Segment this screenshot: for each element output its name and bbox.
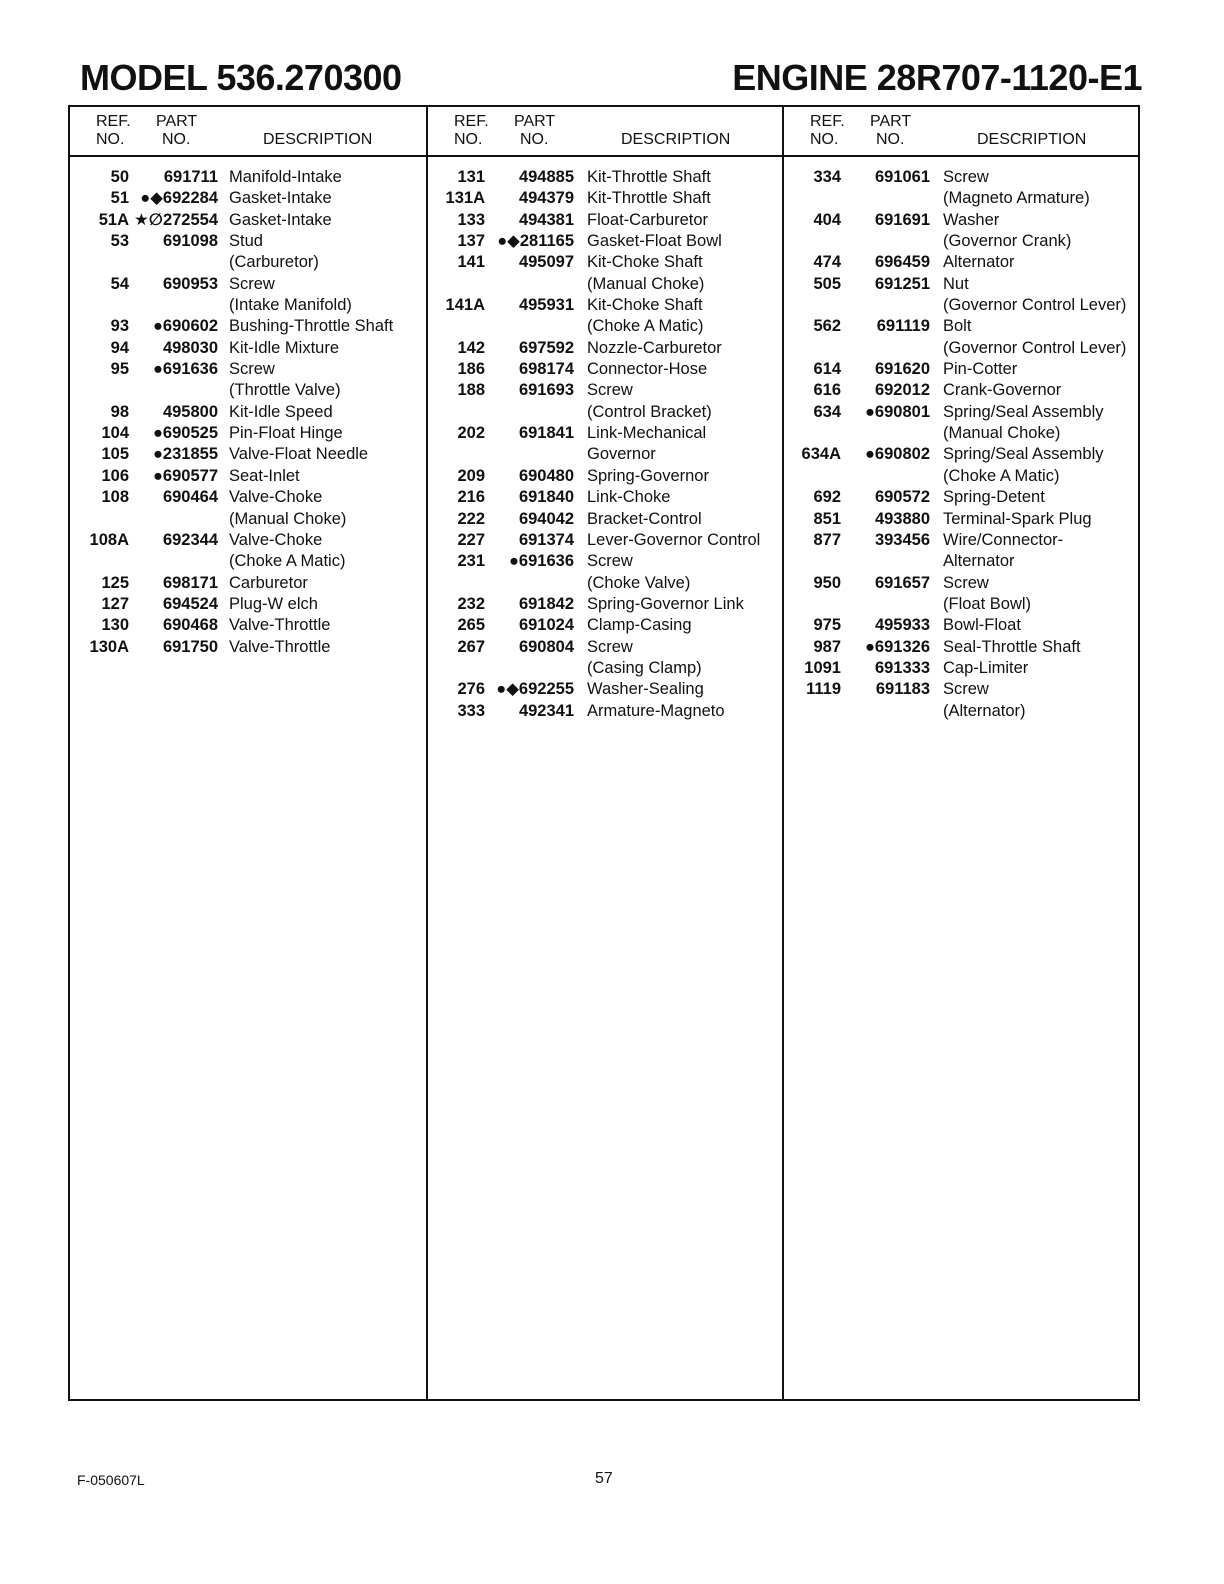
part-description: Valve-Choke — [229, 530, 323, 549]
part-number: 495933 — [874, 616, 930, 635]
part-description: Armature-Magneto — [587, 701, 725, 720]
table-row — [784, 231, 1138, 252]
table-row — [428, 188, 782, 209]
ref-number: 474 — [813, 253, 841, 272]
table-row — [70, 423, 426, 444]
part-number: 690804 — [518, 637, 574, 656]
table-row — [784, 594, 1138, 615]
ref-number: 404 — [813, 210, 841, 229]
table-row — [784, 637, 1138, 658]
table-row — [70, 338, 426, 359]
part-description: (Control Bracket) — [587, 402, 712, 421]
part-number: 495097 — [518, 253, 574, 272]
header-part: PART — [870, 113, 912, 130]
part-description: (Carburetor) — [229, 253, 319, 272]
table-row — [784, 359, 1138, 380]
table-row — [784, 295, 1138, 316]
part-number: 698174 — [518, 360, 574, 379]
part-number: 492341 — [518, 701, 574, 720]
table-row — [70, 380, 426, 401]
part-description: Bowl-Float — [943, 616, 1021, 635]
part-number: 691024 — [518, 616, 574, 635]
part-description: Nut — [943, 274, 969, 293]
ref-number: 562 — [813, 317, 841, 336]
part-description: Spring-Governor Link — [587, 594, 744, 613]
part-number: 493880 — [874, 509, 930, 528]
header-ref: REF. — [96, 113, 131, 130]
ref-number: 51 — [110, 189, 129, 208]
part-description: Bracket-Control — [587, 509, 702, 528]
part-description: Spring/Seal Assembly — [943, 445, 1104, 464]
table-row — [428, 210, 782, 231]
part-number: 691750 — [162, 637, 218, 656]
part-description: Screw — [587, 381, 633, 400]
ref-number: 232 — [457, 594, 485, 613]
table-row — [428, 274, 782, 295]
ref-number: 333 — [457, 701, 485, 720]
ref-number: 975 — [813, 616, 841, 635]
part-number: 696459 — [874, 253, 930, 272]
parts-column-3 — [782, 107, 1138, 1399]
part-number: 691183 — [875, 680, 930, 699]
table-row — [784, 615, 1138, 636]
ref-number: 851 — [813, 509, 841, 528]
ref-number: 634A — [801, 445, 841, 464]
table-row — [70, 509, 426, 530]
part-description: Kit-Idle Mixture — [229, 338, 340, 357]
table-row — [784, 551, 1138, 572]
table-row — [428, 701, 782, 722]
ref-number: 188 — [457, 381, 485, 400]
part-number: 690468 — [162, 616, 218, 635]
table-row — [428, 252, 782, 273]
part-description: Spring-Governor — [587, 466, 709, 485]
ref-number: 1119 — [806, 680, 841, 699]
part-number: 691841 — [518, 424, 574, 443]
table-row — [784, 509, 1138, 530]
part-description: (Alternator) — [943, 701, 1026, 720]
part-description: Spring/Seal Assembly — [943, 402, 1104, 421]
table-row — [70, 444, 426, 465]
ref-number: 276 — [457, 680, 485, 699]
table-row — [70, 615, 426, 636]
part-number: 694524 — [162, 594, 218, 613]
part-number: 691061 — [874, 168, 930, 186]
ref-number: 108 — [101, 488, 129, 507]
part-number: 495931 — [518, 296, 574, 315]
ref-number: 131 — [457, 168, 485, 186]
part-number: ●◆692284 — [140, 189, 218, 208]
part-number: ●690577 — [152, 466, 218, 485]
form-code: F-050607L — [77, 1472, 145, 1488]
table-row — [784, 252, 1138, 273]
part-number: ★∅272554 — [134, 210, 218, 229]
part-description: Alternator — [943, 552, 1015, 571]
column-header — [70, 107, 426, 157]
table-row — [70, 252, 426, 273]
table-row — [784, 380, 1138, 401]
part-description: Kit-Throttle Shaft — [587, 168, 711, 186]
part-description: Terminal-Spark Plug — [943, 509, 1092, 528]
table-row — [428, 338, 782, 359]
header-part-no: NO. — [162, 131, 191, 148]
part-number: 690464 — [162, 488, 218, 507]
part-number: 694042 — [518, 509, 574, 528]
header-ref: REF. — [810, 113, 845, 130]
header-ref-no: NO. — [96, 131, 125, 148]
ref-number: 987 — [813, 637, 841, 656]
part-number: ●◆281165 — [497, 232, 574, 251]
ref-number: 142 — [457, 338, 485, 357]
part-number: 691251 — [874, 274, 930, 293]
table-row — [428, 679, 782, 700]
header-ref-no: NO. — [810, 131, 839, 148]
ref-number: 186 — [457, 360, 485, 379]
part-description: Bushing-Throttle Shaft — [229, 317, 394, 336]
table-row — [70, 231, 426, 252]
table-row — [70, 573, 426, 594]
part-description: Bolt — [943, 317, 972, 336]
table-row — [428, 594, 782, 615]
part-number: ●691636 — [152, 360, 218, 379]
part-description: Clamp-Casing — [587, 616, 692, 635]
model-title: MODEL 536.270300 — [80, 57, 402, 98]
part-description: Gasket-Intake — [229, 189, 332, 208]
ref-number: 202 — [457, 424, 485, 443]
table-row — [784, 274, 1138, 295]
part-number: 691693 — [518, 381, 574, 400]
part-description: Screw — [587, 637, 633, 656]
ref-number: 141A — [445, 296, 485, 315]
ref-number: 131A — [445, 189, 485, 208]
part-description: Nozzle-Carburetor — [587, 338, 722, 357]
table-row — [70, 167, 426, 188]
table-row — [428, 402, 782, 423]
part-description: Kit-Idle Speed — [229, 402, 333, 421]
header-part: PART — [514, 113, 556, 130]
part-number: 691333 — [874, 658, 930, 677]
page-number: 57 — [595, 1470, 613, 1487]
part-description: Screw — [943, 168, 989, 186]
header-description: DESCRIPTION — [621, 131, 731, 148]
part-number: 691657 — [874, 573, 930, 592]
ref-number: 267 — [457, 637, 485, 656]
ref-number: 216 — [457, 488, 485, 507]
table-row — [428, 380, 782, 401]
part-description: Manifold-Intake — [229, 168, 342, 186]
part-number: 691691 — [874, 210, 930, 229]
table-row — [784, 658, 1138, 679]
part-description: (Float Bowl) — [943, 594, 1032, 613]
column-header — [784, 107, 1138, 157]
part-number: 495800 — [162, 402, 218, 421]
part-number: ●690525 — [152, 424, 218, 443]
ref-number: 222 — [457, 509, 485, 528]
ref-number: 106 — [101, 466, 129, 485]
table-row — [428, 466, 782, 487]
ref-number: 950 — [813, 573, 841, 592]
column-header — [428, 107, 782, 157]
table-row — [70, 210, 426, 231]
part-description: (Choke Valve) — [587, 573, 691, 592]
ref-number: 130 — [101, 616, 129, 635]
table-row — [70, 295, 426, 316]
table-row — [70, 316, 426, 337]
table-row — [70, 487, 426, 508]
ref-number: 634 — [813, 402, 841, 421]
table-row — [784, 530, 1138, 551]
ref-number: 227 — [457, 530, 485, 549]
part-number: ●231855 — [152, 445, 218, 464]
ref-number: 98 — [110, 402, 129, 421]
part-number: 692344 — [162, 530, 218, 549]
table-row — [784, 188, 1138, 209]
part-number: 393456 — [874, 530, 930, 549]
ref-number: 108A — [89, 530, 129, 549]
header-part: PART — [156, 113, 198, 130]
parts-table — [68, 105, 1140, 1401]
ref-number: 94 — [110, 338, 129, 357]
ref-number: 127 — [101, 594, 129, 613]
part-description: (Intake Manifold) — [229, 296, 352, 315]
table-row — [428, 658, 782, 679]
table-row — [70, 466, 426, 487]
part-description: Kit-Choke Shaft — [587, 253, 703, 272]
table-row — [784, 679, 1138, 700]
part-description: Wire/Connector- — [943, 530, 1064, 549]
part-number: 691374 — [518, 530, 574, 549]
part-number: ●◆692255 — [496, 680, 574, 699]
table-row — [70, 274, 426, 295]
part-description: Alternator — [943, 253, 1015, 272]
part-description: Link-Choke — [587, 488, 671, 507]
table-row — [70, 402, 426, 423]
table-row — [784, 338, 1138, 359]
part-description: Seal-Throttle Shaft — [943, 637, 1081, 656]
table-row — [70, 551, 426, 572]
ref-number: 105 — [101, 445, 129, 464]
ref-number: 877 — [813, 530, 841, 549]
table-row — [70, 188, 426, 209]
part-description: Screw — [943, 573, 989, 592]
part-number: ●690602 — [152, 317, 218, 336]
table-row — [70, 359, 426, 380]
engine-title: ENGINE 28R707-1120-E1 — [732, 57, 1142, 98]
part-number: 690480 — [518, 466, 574, 485]
part-description: Spring-Detent — [943, 488, 1045, 507]
header-description: DESCRIPTION — [263, 131, 373, 148]
part-description: Plug-W elch — [229, 594, 318, 613]
ref-number: 93 — [110, 317, 129, 336]
table-row — [784, 487, 1138, 508]
part-description: Cap-Limiter — [943, 658, 1029, 677]
part-description: (Manual Choke) — [943, 424, 1061, 443]
table-row — [428, 359, 782, 380]
part-description: Crank-Governor — [943, 381, 1062, 400]
rows — [784, 157, 1138, 722]
part-description: (Governor Control Lever) — [943, 296, 1127, 315]
part-number: ●691326 — [864, 637, 930, 656]
part-number: 698171 — [162, 573, 218, 592]
table-row — [428, 167, 782, 188]
table-row — [428, 637, 782, 658]
part-description: Governor — [587, 445, 656, 464]
part-description: Screw — [229, 360, 275, 379]
rows — [70, 157, 426, 658]
part-number: 691098 — [162, 232, 218, 251]
part-number: 691620 — [874, 360, 930, 379]
part-number: 498030 — [162, 338, 218, 357]
part-number: 690953 — [162, 274, 218, 293]
part-description: Gasket-Float Bowl — [587, 232, 722, 251]
table-row — [428, 444, 782, 465]
table-row — [784, 444, 1138, 465]
table-row — [784, 423, 1138, 444]
part-description: Valve-Throttle — [229, 616, 331, 635]
table-row — [784, 210, 1138, 231]
part-description: Seat-Inlet — [229, 466, 300, 485]
part-description: Valve-Throttle — [229, 637, 331, 656]
ref-number: 104 — [101, 424, 129, 443]
table-row — [784, 402, 1138, 423]
part-description: (Governor Crank) — [943, 232, 1072, 251]
ref-number: 505 — [813, 274, 841, 293]
table-row — [428, 615, 782, 636]
part-description: Gasket-Intake — [229, 210, 332, 229]
ref-number: 1091 — [804, 658, 841, 677]
part-description: Washer — [943, 210, 1000, 229]
part-description: (Casing Clamp) — [587, 658, 702, 677]
header-ref-no: NO. — [454, 131, 483, 148]
table-row — [428, 423, 782, 444]
part-description: Carburetor — [229, 573, 308, 592]
header-part-no: NO. — [876, 131, 905, 148]
part-number: 691842 — [518, 594, 574, 613]
parts-column-1 — [70, 107, 426, 1399]
ref-number: 334 — [813, 168, 841, 186]
part-description: Pin-Float Hinge — [229, 424, 343, 443]
table-row — [784, 466, 1138, 487]
rows — [428, 157, 782, 722]
part-number: 691119 — [876, 317, 930, 336]
part-description: Screw — [587, 552, 633, 571]
header-ref: REF. — [454, 113, 489, 130]
header-description: DESCRIPTION — [977, 131, 1087, 148]
ref-number: 137 — [457, 232, 485, 251]
part-number: 494885 — [518, 168, 574, 186]
table-row — [70, 637, 426, 658]
ref-number: 130A — [89, 637, 129, 656]
part-number: 691840 — [518, 488, 574, 507]
table-row — [70, 594, 426, 615]
table-row — [428, 551, 782, 572]
table-row — [784, 573, 1138, 594]
part-description: (Throttle Valve) — [229, 381, 341, 400]
part-description: Screw — [229, 274, 275, 293]
table-row — [428, 295, 782, 316]
part-number: 690572 — [874, 488, 930, 507]
part-description: Connector-Hose — [587, 360, 708, 379]
table-row — [784, 167, 1138, 188]
part-number: 692012 — [874, 381, 930, 400]
ref-number: 125 — [101, 573, 129, 592]
table-row — [70, 530, 426, 551]
part-description: (Choke A Matic) — [587, 317, 704, 336]
ref-number: 209 — [457, 466, 485, 485]
ref-number: 265 — [457, 616, 485, 635]
part-number: 691711 — [163, 168, 218, 186]
part-number: ●690801 — [864, 402, 930, 421]
part-description: Link-Mechanical — [587, 424, 707, 443]
table-row — [428, 573, 782, 594]
part-number: 494381 — [518, 210, 574, 229]
header-part-no: NO. — [520, 131, 549, 148]
part-description: (Choke A Matic) — [943, 466, 1060, 485]
part-description: Stud — [229, 232, 263, 251]
ref-number: 54 — [110, 274, 129, 293]
ref-number: 133 — [457, 210, 485, 229]
part-description: Washer-Sealing — [587, 680, 704, 699]
part-description: (Magneto Armature) — [943, 189, 1090, 208]
ref-number: 231 — [457, 552, 485, 571]
part-description: Valve-Choke — [229, 488, 323, 507]
ref-number: 614 — [813, 360, 841, 379]
part-description: (Governor Control Lever) — [943, 338, 1127, 357]
table-row — [428, 530, 782, 551]
table-row — [428, 316, 782, 337]
part-description: Pin-Cotter — [943, 360, 1018, 379]
part-description: (Choke A Matic) — [229, 552, 346, 571]
part-description: (Manual Choke) — [229, 509, 347, 528]
part-number: ●690802 — [864, 445, 930, 464]
table-row — [784, 316, 1138, 337]
part-description: Screw — [943, 680, 989, 699]
table-row — [428, 487, 782, 508]
ref-number: 51A — [98, 210, 129, 229]
part-number: 494379 — [518, 189, 574, 208]
table-row — [428, 509, 782, 530]
ref-number: 50 — [110, 168, 129, 186]
part-description: Kit-Throttle Shaft — [587, 189, 711, 208]
part-number: 697592 — [518, 338, 574, 357]
part-description: Lever-Governor Control — [587, 530, 761, 549]
ref-number: 616 — [813, 381, 841, 400]
part-number: ●691636 — [508, 552, 574, 571]
ref-number: 53 — [110, 232, 129, 251]
table-row — [784, 701, 1138, 722]
parts-column-2 — [426, 107, 782, 1399]
ref-number: 95 — [110, 360, 129, 379]
table-row — [428, 231, 782, 252]
ref-number: 141 — [457, 253, 485, 272]
part-description: Float-Carburetor — [587, 210, 709, 229]
part-description: Kit-Choke Shaft — [587, 296, 703, 315]
ref-number: 692 — [813, 488, 841, 507]
part-description: Valve-Float Needle — [229, 445, 369, 464]
part-description: (Manual Choke) — [587, 274, 705, 293]
